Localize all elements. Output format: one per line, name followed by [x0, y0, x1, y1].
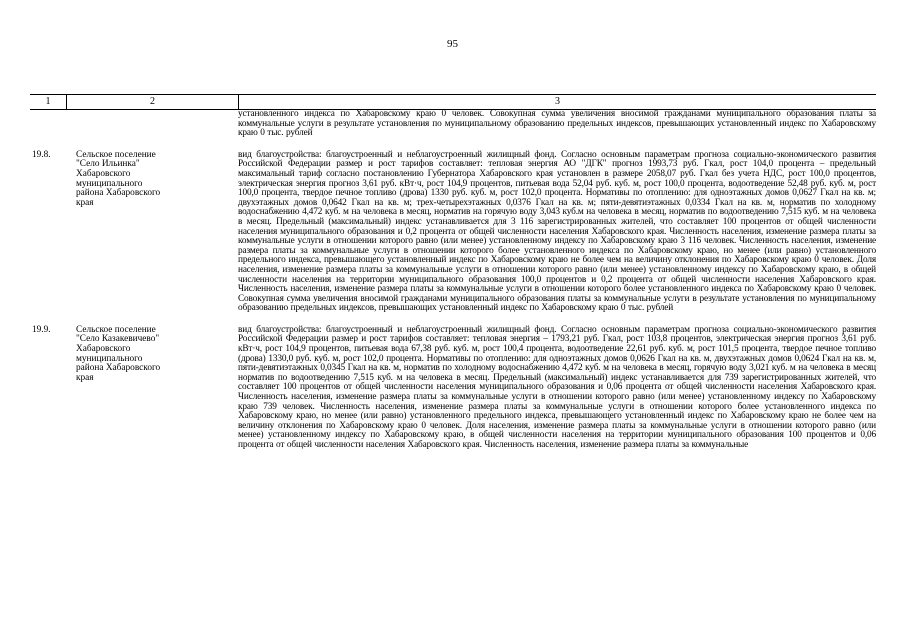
row-description: вид благоустройства: благоустроенный и неблагоустроенный жилищный фонд. Согласно основным параметрам прогноза социально-экономического развития Российской Федерации размер и рост тарифов составляет: тепловая энергия – 1793,21 руб. Гкал, рост 103,8 процентов, электрическая энергия прогноз 3,61 руб. кВт·ч, рост 104,9 процентов, питьевая вода 67,38 руб. куб. м, рост 100,4 процента, водоотведение 22,61 руб. куб. м, рост 101,5 процента, твердое печное топливо (дрова) 1330,0 руб. куб. м, рост 102,0 процента. Нормативы по отоплению: для одноэтажных домов 0,0626 Гкал на кв. м, двухэтажных домов 0,0624 Гкал на кв. м, пяти-девятиэтажных 0,0345 Гкал на кв. м, норматив по холодному водоснабжению 4,472 куб. м на человека в месяц, горячую воду 3,021 куб. м на человека в месяц норматив по водоотведению 7,515 куб. м на человека в месяц. Предельный (максимальный) индекс устанавливается для 739 зарегистрированных жителей, что составляет 100 процентов от общей численности населения муниципального образования и 0,06 процента от общей численности населения Хабаровского края. Численность населения, изменение размера платы за коммунальные услуги в отношении которого равно (или менее) установленному индексу по Хабаровскому краю 739 человек. Численность населения, изменение размера платы за коммунальные услуги в отношении которого более установленного индекса по Хабаровскому краю, но менее (или равно) установленного предельного индекса, превышающего установленный индекс по Хабаровскому краю не более чем на величину отклонения по Хабаровскому краю 0 человек. Доля населения, изменение размера платы за коммунальные услуги в отношении которого равно (или менее) установленному индексу по Хабаровскому краю, в общей численности населения на территории муниципального образования 100 процентов и 0,06 процента от общей численности населения Хабаровского края. Численность населения, изменение размера платы за коммунальные: [238, 324, 876, 450]
continued-text: установленного индекса по Хабаровскому краю 0 человек. Совокупная сумма увеличения вносимой гражданами муниципального образования платы за коммунальные услуги в результате установления по муниципальному образованию предельных индексов, превышающих установленный индекс по Хабаровскому краю 0 тыс. рублей: [238, 109, 876, 139]
column-header-2: 2: [66, 95, 238, 109]
page-number: 95: [447, 38, 458, 50]
row-description: вид благоустройства: благоустроенный и неблагоустроенный жилищный фонд. Согласно основным параметрам прогноза социально-экономического развития Российской Федерации размер и рост тарифов составляет: тепловая энергия АО "ДГК" прогноз 1993,73 руб. Гкал, рост 104,0 процента – предельный максимальный тариф согласно постановлению Губернатора Хабаровского края установлен в размере 2058,07 руб. Гкал без учета НДС, рост 100,0 процентов, электрическая энергия прогноз 3,61 руб. кВт·ч, рост 104,9 процентов, питьевая вода 52,04 руб. куб. м, рост 100,0 процента, водоотведение 52,48 руб. куб. м, рост 100,0 процента, твердое печное топливо (дрова) 1330 руб. куб. м, рост 102,0 процента. Нормативы по отоплению: для одноэтажных домов 0,0627 Гкал на кв. м; двухэтажных домов 0,0642 Гкал на кв. м; трех-четырехэтажных 0,0376 Гкал на кв. м; пяти-девятиэтажных 0,0334 Гкал на кв. м, норматив по холодному водоснабжению 4,472 куб. м на человека в месяц, норматив на горячую воду 3,043 куб.м на человека в месяц, норматив по водоотведению 7,515 куб. м на человека в месяц. Предельный (максимальный) индекс устанавливается для 3 116 зарегистрированных жителей, что составляет 100 процентов от общей численности населения муниципального образования и 0,2 процента от общей численности населения Хабаровского края. Численность населения, изменение размера платы за коммунальные услуги в отношении которого равно (или менее) установленному индексу по Хабаровскому краю 3 116 человек. Численность населения, изменение размера платы за коммунальные услуги в отношении которого более установленного индекса по Хабаровскому краю, но менее (или равно) установленного предельного индекса, превышающего установленный индекс по Хабаровскому краю не более чем на величину отклонения по Хабаровскому краю 0 человек. Доля населения, изменение размера платы за коммунальные услуги в отношении которого равно (или менее) установленному индексу по Хабаровскому краю, в общей численности населения на территории муниципального образования 100,0 процентов и 0,2 процента от общей численности населения Хабаровского края. Численность населения, изменение размера платы за коммунальные услуги в отношении которого более установленного индекса по Хабаровскому краю 0 человек. Совокупная сумма увеличения вносимой гражданами муниципального образования платы за коммунальные услуги в результате установления по муниципальному образованию предельных индексов, превышающих установленный индекс по Хабаровскому краю 0 тыс. рублей: [238, 149, 876, 314]
settlement-name: Сельское поселение "Село Казакевичево" Хабаровского муниципального района Хабаровского края: [76, 324, 161, 383]
row-number: 19.8.: [32, 149, 51, 160]
row-number: 19.9.: [32, 324, 51, 335]
table-row: [30, 151, 876, 314]
table-body: [30, 110, 876, 451]
table-header-row: [30, 94, 876, 110]
column-header-3: 3: [238, 95, 876, 109]
settlement-name: Сельское поселение "Село Ильинка" Хабаровского муниципального района Хабаровского края: [76, 149, 161, 208]
table-row: [30, 326, 876, 451]
column-header-1: 1: [45, 96, 51, 107]
